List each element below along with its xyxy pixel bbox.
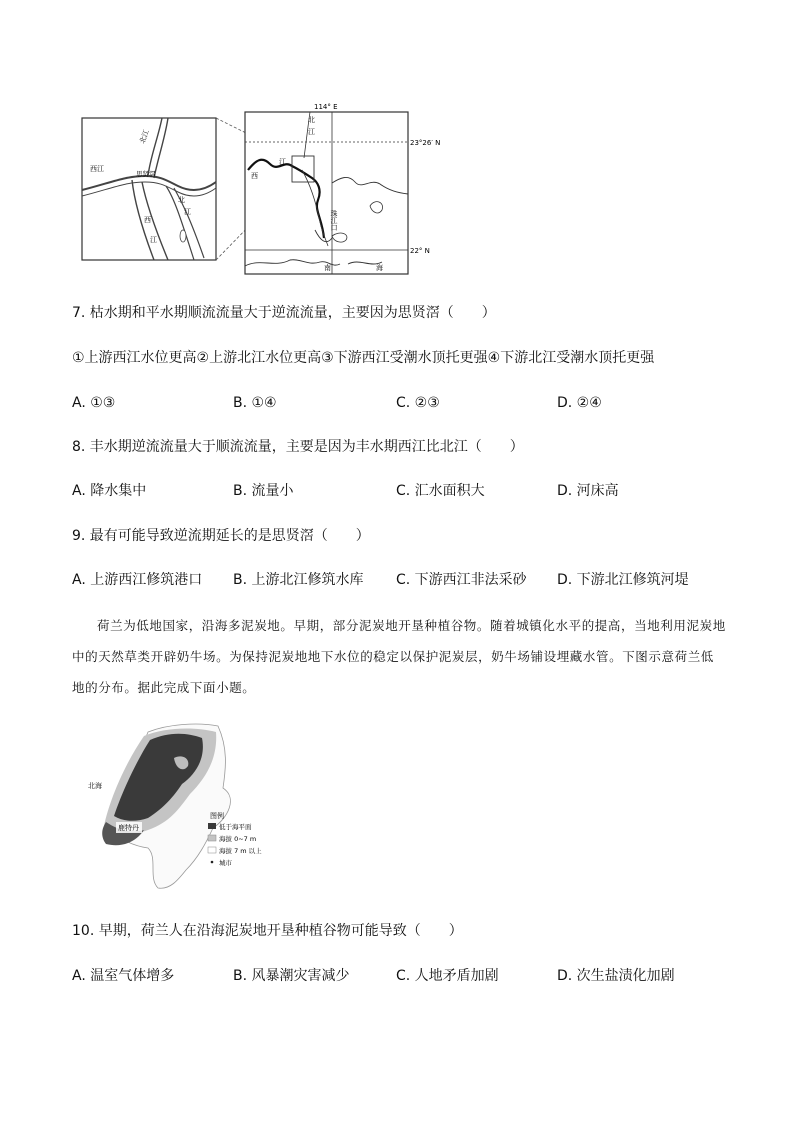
question-7-stem: 7. 枯水期和平水期顺流流量大于逆流流量，主要因为思贤滘（ ） bbox=[72, 305, 496, 321]
legend-below-sea: 低于海平面 bbox=[219, 823, 252, 831]
netherlands-passage bbox=[72, 610, 726, 703]
question-9-option-b[interactable]: B. 上游北江修筑水库 bbox=[233, 572, 364, 588]
inset-label-jiang2: 江 bbox=[150, 236, 157, 244]
question-7-option-d[interactable]: D. ②④ bbox=[557, 395, 602, 411]
inset-label-xi: 西 bbox=[144, 216, 151, 224]
question-10-option-c[interactable]: C. 人地矛盾加剧 bbox=[396, 968, 499, 984]
question-9-option-c[interactable]: C. 下游西江非法采砂 bbox=[396, 572, 527, 588]
inset-label-beijiang: 北江 bbox=[138, 128, 151, 145]
legend-title: 图例 bbox=[210, 812, 224, 820]
question-8-option-c[interactable]: C. 汇水面积大 bbox=[396, 483, 485, 499]
netherlands-lowland-map bbox=[78, 718, 298, 898]
inset-label-sixianjiao: 思贤滘 bbox=[136, 170, 156, 178]
question-8-option-b[interactable]: B. 流量小 bbox=[233, 483, 294, 499]
label-main-bei: 北 bbox=[308, 116, 315, 124]
label-zhujiangkou: 珠江口 bbox=[330, 210, 338, 231]
label-114e: 114° E bbox=[314, 103, 338, 111]
label-main-jiang-n: 江 bbox=[308, 128, 315, 136]
question-10-stem: 10. 早期，荷兰人在沿海泥炭地开垦种植谷物可能导致（ ） bbox=[72, 923, 463, 939]
question-9-option-d[interactable]: D. 下游北江修筑河堤 bbox=[557, 572, 689, 588]
legend-0-7m: 海拔 0~7 m bbox=[219, 835, 257, 843]
pearl-river-map bbox=[70, 98, 450, 280]
map-legend bbox=[208, 811, 262, 867]
question-8-option-d[interactable]: D. 河床高 bbox=[557, 483, 619, 499]
question-7-statements: ①上游西江水位更高②上游北江水位更高③下游西江受潮水顶托更强④下游北江受潮水顶托更强 bbox=[72, 350, 655, 366]
passage-text: 荷兰为低地国家，沿海多泥炭地。早期，部分泥炭地开垦种植谷物。随着城镇化水平的提高，当地利用泥炭地中的天然草类开辟奶牛场。为保持泥炭地地下水位的稳定以保护泥炭层，奶牛场铺设埋藏水管。下图示意荷兰低地的分布。据此完成下面小题。 bbox=[72, 618, 726, 695]
question-8-option-a[interactable]: A. 降水集中 bbox=[72, 483, 147, 499]
label-main-xi: 西 bbox=[251, 172, 258, 180]
question-8-stem: 8. 丰水期逆流流量大于顺流流量，主要是因为丰水期西江比北江（ ） bbox=[72, 439, 524, 455]
question-7-option-b[interactable]: B. ①④ bbox=[233, 395, 277, 411]
label-rotterdam: 鹿特丹 bbox=[118, 824, 139, 832]
question-10-option-b[interactable]: B. 风暴潮灾害减少 bbox=[233, 968, 350, 984]
label-north-sea: 北海 bbox=[88, 782, 102, 790]
inset-label-xijiang: 西江 bbox=[90, 165, 104, 173]
legend-city: 城市 bbox=[219, 859, 232, 867]
question-9-stem: 9. 最有可能导致逆流期延长的是思贤滘（ ） bbox=[72, 528, 370, 544]
label-nan: 南 bbox=[324, 264, 331, 272]
question-10-option-d[interactable]: D. 次生盐渍化加剧 bbox=[557, 968, 675, 984]
inset-label-jiang1: 江 bbox=[184, 208, 191, 216]
legend-above-7m: 海拔 7 m 以上 bbox=[219, 847, 262, 855]
question-7-option-a[interactable]: A. ①③ bbox=[72, 395, 116, 411]
question-10-option-a[interactable]: A. 温室气体增多 bbox=[72, 968, 175, 984]
label-main-jiang-w: 江 bbox=[279, 158, 286, 166]
label-22n: 22° N bbox=[410, 247, 430, 255]
inset-label-bei: 北 bbox=[178, 196, 185, 204]
label-hai: 海 bbox=[376, 264, 383, 272]
question-7-option-c[interactable]: C. ②③ bbox=[396, 395, 440, 411]
label-23-26n: 23°26′ N bbox=[410, 139, 441, 147]
question-9-option-a[interactable]: A. 上游西江修筑港口 bbox=[72, 572, 203, 588]
